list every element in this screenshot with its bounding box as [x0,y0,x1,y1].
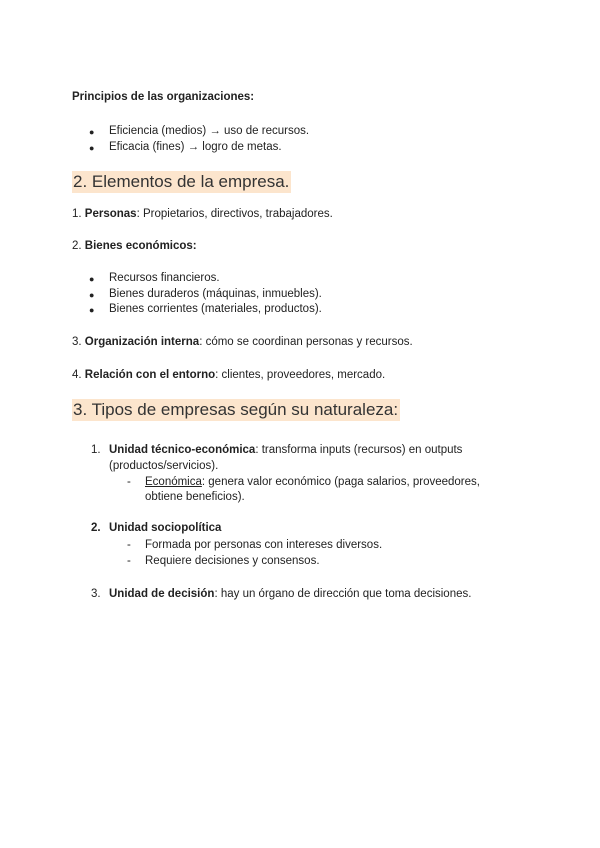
list-number: 1. [91,444,101,456]
dash-icon: - [127,555,131,567]
elemento-bienes: 2. Bienes económicos: [72,240,197,252]
bienes-item: Bienes corrientes (materiales, productos). [109,303,322,315]
principios-heading: Principios de las organizaciones: [72,91,255,103]
bullet-icon: ● [89,274,95,284]
bullet-icon: ● [89,290,95,300]
bienes-item: Recursos financieros. [109,272,220,284]
dash-icon: - [127,539,131,551]
bienes-item: Bienes duraderos (máquinas, inmuebles). [109,288,322,300]
elemento-organizacion: 3. Organización interna: cómo se coordinan personas y recursos. [72,336,413,348]
subitem-economica-cont: obtiene beneficios). [145,491,245,503]
section-3-title: 3. Tipos de empresas según su naturaleza: [73,400,399,419]
bullet-icon: ● [89,305,95,315]
elemento-relacion: 4. Relación con el entorno: clientes, proveedores, mercado. [72,369,386,381]
tipo-tecnico-economica-cont: (productos/servicios). [109,460,219,472]
dash-icon: - [127,476,131,488]
list-number: 3. [91,588,101,600]
subitem-sociopolitica: Formada por personas con intereses diversos. [145,539,383,551]
subitem-economica: Económica: genera valor económico (paga salarios, proveedores, [145,476,480,488]
principio-item: Eficiencia (medios) → uso de recursos. [109,125,310,137]
section-2-title: 2. Elementos de la empresa. [73,172,290,191]
list-number: 2. [91,522,101,534]
principio-item: Eficacia (fines) → logro de metas. [109,141,282,153]
subitem-sociopolitica: Requiere decisiones y consensos. [145,555,320,567]
bullet-icon: ● [89,127,95,137]
elemento-personas: 1. Personas: Propietarios, directivos, trabajadores. [72,208,333,220]
tipo-sociopolitica: Unidad sociopolítica [109,522,222,534]
tipo-decision: Unidad de decisión: hay un órgano de dirección que toma decisiones. [109,588,472,600]
tipo-tecnico-economica: Unidad técnico-económica: transforma inputs (recursos) en outputs [109,444,463,456]
bullet-icon: ● [89,143,95,153]
